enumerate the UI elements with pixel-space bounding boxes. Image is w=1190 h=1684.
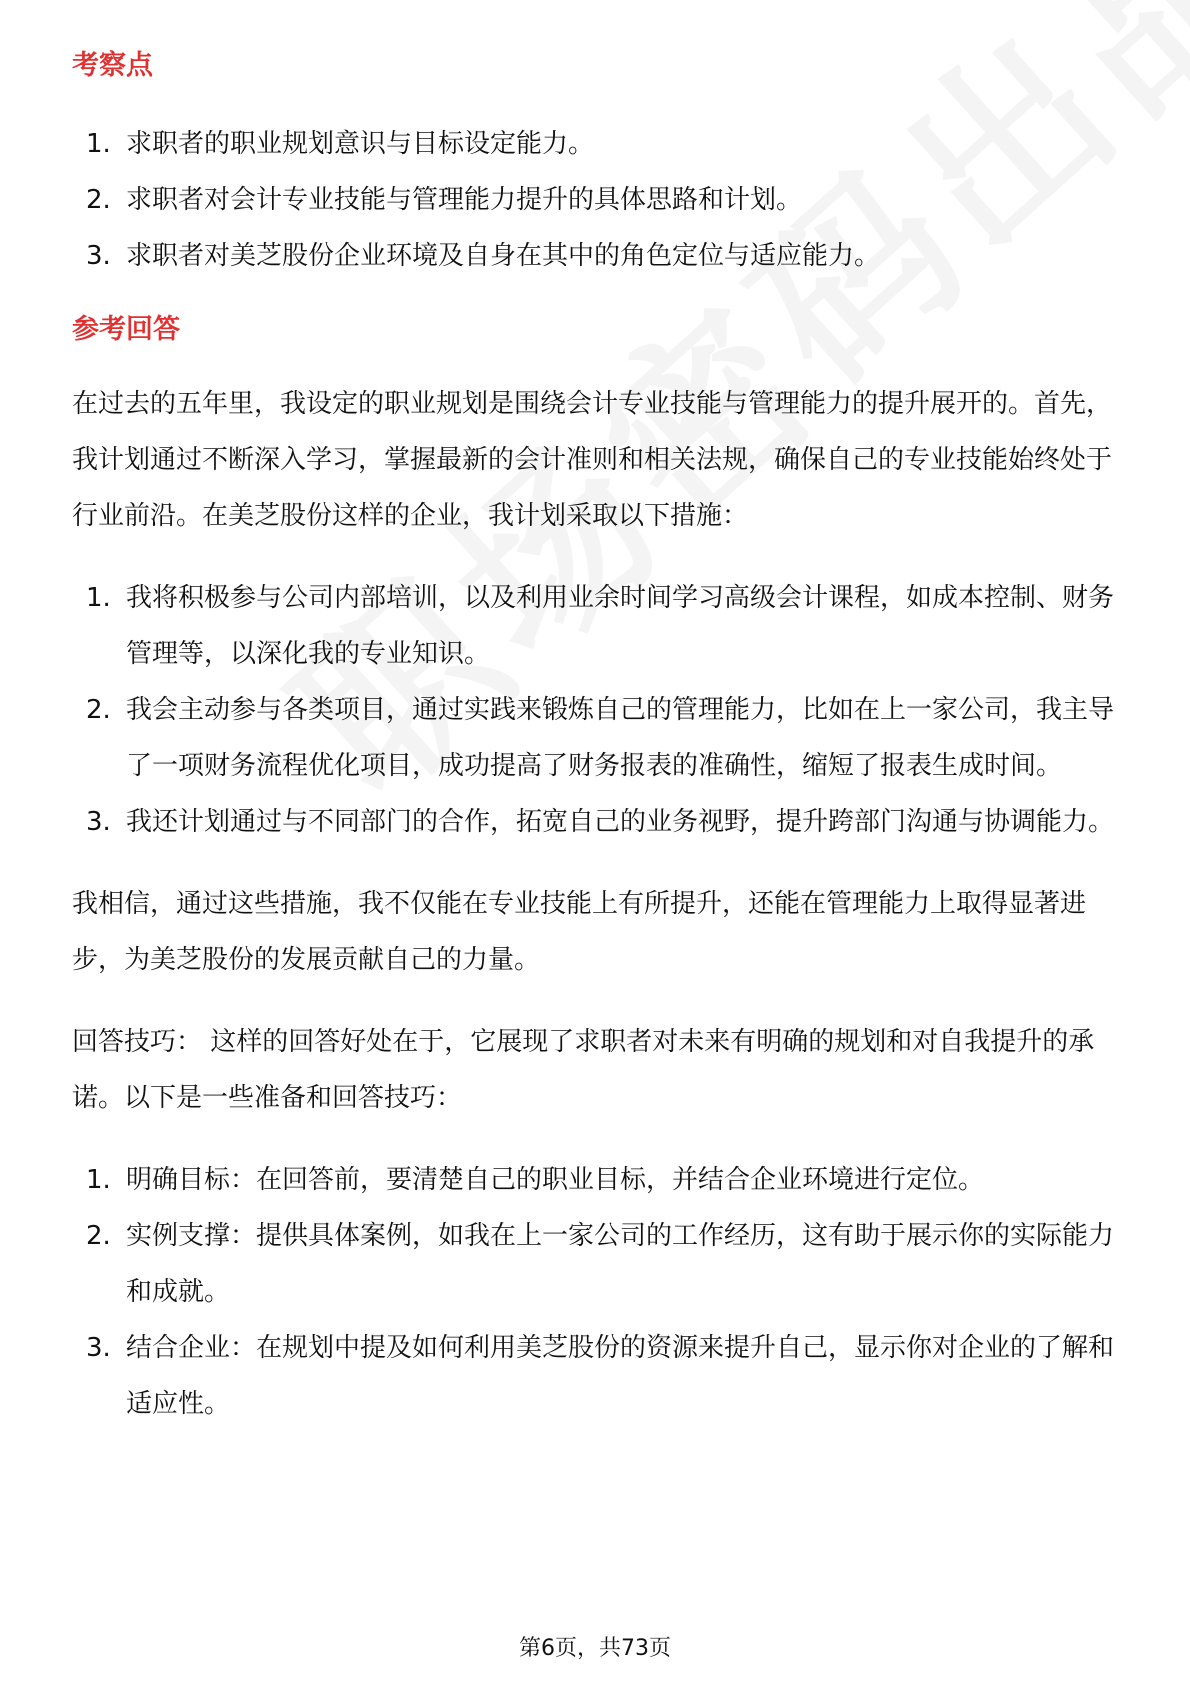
list-item [72,570,1122,682]
list-text: 求职者对美芝股份企业环境及自身在其中的角色定位与适应能力。 [126,241,881,271]
tips-intro-paragraph: 回答技巧： 这样的回答好处在于，它展现了求职者对未来有明确的规划和对自我提升的承诺。以下是一些准备和回答技巧： [72,1027,1095,1113]
list-text: 我将积极参与公司内部培训，以及利用业余时间学习高级会计课程，如成本控制、财务管理等，以深化我的专业知识。 [126,583,1115,669]
tips-list [72,1152,1122,1432]
list-item [72,1320,1122,1432]
list-text: 求职者的职业规划意识与目标设定能力。 [126,129,595,159]
list-text: 求职者对会计专业技能与管理能力提升的具体思路和计划。 [126,185,803,215]
list-item [72,794,1122,850]
answer-conclusion-paragraph: 我相信，通过这些措施，我不仅能在专业技能上有所提升，还能在管理能力上取得显著进步，为美芝股份的发展贡献自己的力量。 [72,889,1087,975]
answer-list [72,570,1122,850]
list-item [72,1152,1122,1208]
list-number: 2. [86,1221,111,1251]
focus-section-title: 考察点 [72,50,153,81]
list-item [72,116,1122,172]
list-number: 1. [86,129,111,159]
list-number: 3. [86,1333,111,1363]
list-number: 2. [86,185,111,215]
list-text: 我还计划通过与不同部门的合作，拓宽自己的业务视野，提升跨部门沟通与协调能力。 [126,807,1115,837]
answer-intro-paragraph: 在过去的五年里，我设定的职业规划是围绕会计专业技能与管理能力的提升展开的。首先，我计划通过不断深入学习，掌握最新的会计准则和相关法规，确保自己的专业技能始终处于行业前沿。在美芝股份这样的企业，我计划采取以下措施： [72,389,1113,531]
list-item [72,1208,1122,1320]
list-item [72,228,1122,284]
focus-list [72,116,1122,284]
list-text: 我会主动参与各类项目，通过实践来锻炼自己的管理能力，比如在上一家公司，我主导了一项财务流程优化项目，成功提高了财务报表的准确性，缩短了报表生成时间。 [126,695,1115,781]
list-text: 实例支撑：提供具体案例，如我在上一家公司的工作经历，这有助于展示你的实际能力和成就。 [126,1221,1115,1307]
list-number: 1. [86,583,111,613]
list-text: 结合企业：在规划中提及如何利用美芝股份的资源来提升自己，显示你对企业的了解和适应性。 [126,1333,1115,1419]
list-number: 3. [86,807,111,837]
list-text: 明确目标：在回答前，要清楚自己的职业目标，并结合企业环境进行定位。 [126,1165,985,1195]
document-content [72,40,1122,1432]
page-number-footer: 第6页，共73页 [519,1636,671,1661]
list-item [72,172,1122,228]
answer-section-title: 参考回答 [72,314,180,345]
list-number: 1. [86,1165,111,1195]
list-number: 2. [86,695,111,725]
list-item [72,682,1122,794]
list-number: 3. [86,241,111,271]
